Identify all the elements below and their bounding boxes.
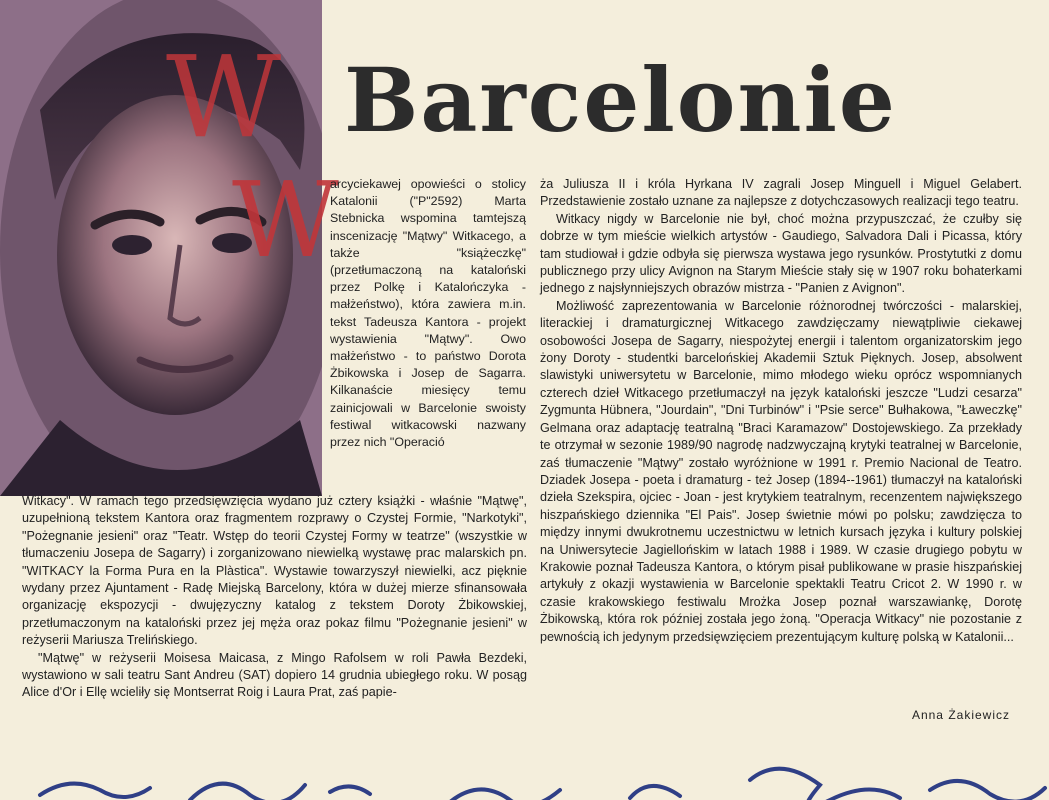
script-lettering-graphic [30,760,1049,800]
narrow-paragraph: arcyciekawej opowieści o stolicy Katalonii ("P"2592) Marta Stebnicka wspomina tamtejszą inscenizację "Mątwy" Witkacego, a także "książeczkę" (przetłumaczoną na kataloński przez Polkę i Katalończyka - małżeństwo), która zawiera m.in. tekst Tadeusza Kantora - projekt wystawienia "Mątwy". Owo małżeństwo - to państwo Dorota Żbikowska i Josep de Sagarra. Kilkanaście miesięcy temu zainicjowali w Barcelonie swoisty festiwal witkacowski nazwany przez nich "Operació [330,177,526,450]
headline-initial: W [166,33,282,163]
footer-script-lettering [30,760,1049,800]
narrow-column [330,176,526,451]
page-title: Barcelonie [344,48,897,152]
right-paragraph-1: ża Juliusza II i króla Hyrkana IV zagrali Josep Minguell i Miguel Gelabert. Przedstawienie zostało uznane za najlepsze z dotychczasowych realizacji tego teatru. [540,177,1022,209]
right-paragraph-2: Witkacy nigdy w Barcelonie nie był, choć można przypuszczać, że czułby się dobrze w tym mieście wielkich artystów - Gaudiego, Salvadora Dali i Picassa, który tam studiował i gdzie odbyła się pierwsza wystawa jego rysunków. Prostytutki z domu publicznego przy ulicy Avignon na Starym Mieście stały się w 1907 roku bohaterkami jednego z najsłynniejszych obrazów mistrza - "Panien z Avignon". [540,211,1022,296]
body-paragraph-1: Witkacy". W ramach tego przedsięwzięcia wydano już cztery książki - właśnie "Mątwę", uzupełnioną tekstem Kantora oraz fragmentem rozprawy o Czystej Formie, "Narkotyki", "Pożegnanie jesieni" oraz "Teatr. Wstęp do teorii Czystej Formy w teatrze" (wszystkie w tłumaczeniu Josepa de Sagarry) i zorganizowano niewielką wystawę prac malarskich pn. "WITKACY la Forma Pura en la Plàstica". Wystawie towarzyszył niewielki, acz pięknie wydany przez Ajuntament - Radę Miejską Barcelony, która w dużej mierze sfinansowała organizację ekspozycji - dwujęzyczny katalog z tekstem Doroty Żbikowskiej, przetłumaczonym na kataloński przez jej męża oraz pokaz filmu "Pożegnanie jesieni" w reżyserii Mariusza Trelińskiego. [22,494,527,648]
author-byline: Anna Żakiewicz [911,708,1010,722]
dropcap-letter: W [232,159,339,281]
headline [166,33,1046,172]
right-column [540,176,1022,646]
right-paragraph-3: Możliwość zaprezentowania w Barcelonie różnorodnej twórczości - malarskiej, literackiej i dramaturgicznej Witkacego zawdzięczamy niewątpliwie ciekawej osobowości Josepa de Sagarry, niespożytej energii i talentom organizatorskim jego żony Doroty - studentki barcelońskiej Akademii Sztuk Pięknych. Josep, absolwent slawistyki uniwersytetu w Barcelonie, mimo młodego wieku oprócz wspomnianych czterech dzieł Witkacego przetłumaczył na język kataloński jeszcze "Ludzi cesarza" Zygmunta Hübnera, "Jourdain", "Dni Turbinów" i "Psie serce" Bułhakowa, "Ławeczkę" Gelmana oraz adaptację teatralną "Braci Karamazow" Dostojewskiego. Za przekłady te otrzymał w sezonie 1989/90 nagrodę nadzwyczajną krytyki teatralnej w Barcelonie, zaś tłumaczenie "Mątwy" zostało wyróżnione w 1991 r. Premio Nacional de Teatro. Dziadek Josepa - poeta i dramaturg - też Josep (1894--1961) tłumaczył na kataloński dzieła Szekspira, ojciec - Joan - jest krytykiem teatralnym, recenzentem największego hiszpańskiego dziennika "El Pais". Josep świetnie mówi po polsku; zawdzięcza to między innymi dwukrotnemu uczestnictwu w letnich kursach języka i kultury polskiej na Uniwersytecie Jagiellońskim w latach 1988 i 1989. W czasie drugiego pobytu w Krakowie poznał Tadeusza Kantora, o którym pisał publikowane w prasie hiszpańskiej artykuły z okazji wystawienia w Barcelonie spektakli Teatru Cricot 2. W 1990 r. w czasie krakowskiego festiwalu Mrożka Josep poznał warszawiankę, Dorotę Żbikowską, która rok później została jego żoną. "Operacja Witkacy" nie pozostanie z pewnością ich jedynym przedsięwzięciem prezentującym kulturę polską w Katalonii... [540,298,1022,644]
left-wide-column [22,493,527,702]
body-paragraph-2: "Mątwę" w reżyserii Moisesa Maicasa, z Mingo Rafolsem w roli Pawła Bezdeki, wystawiono w sali teatru Sant Andreu (SAT) dopiero 14 grudnia ubiegłego roku. W posąg Alice d'Or i Ellę wcieliły się Montserrat Roig i Laura Prat, zaś papie- [22,650,527,700]
